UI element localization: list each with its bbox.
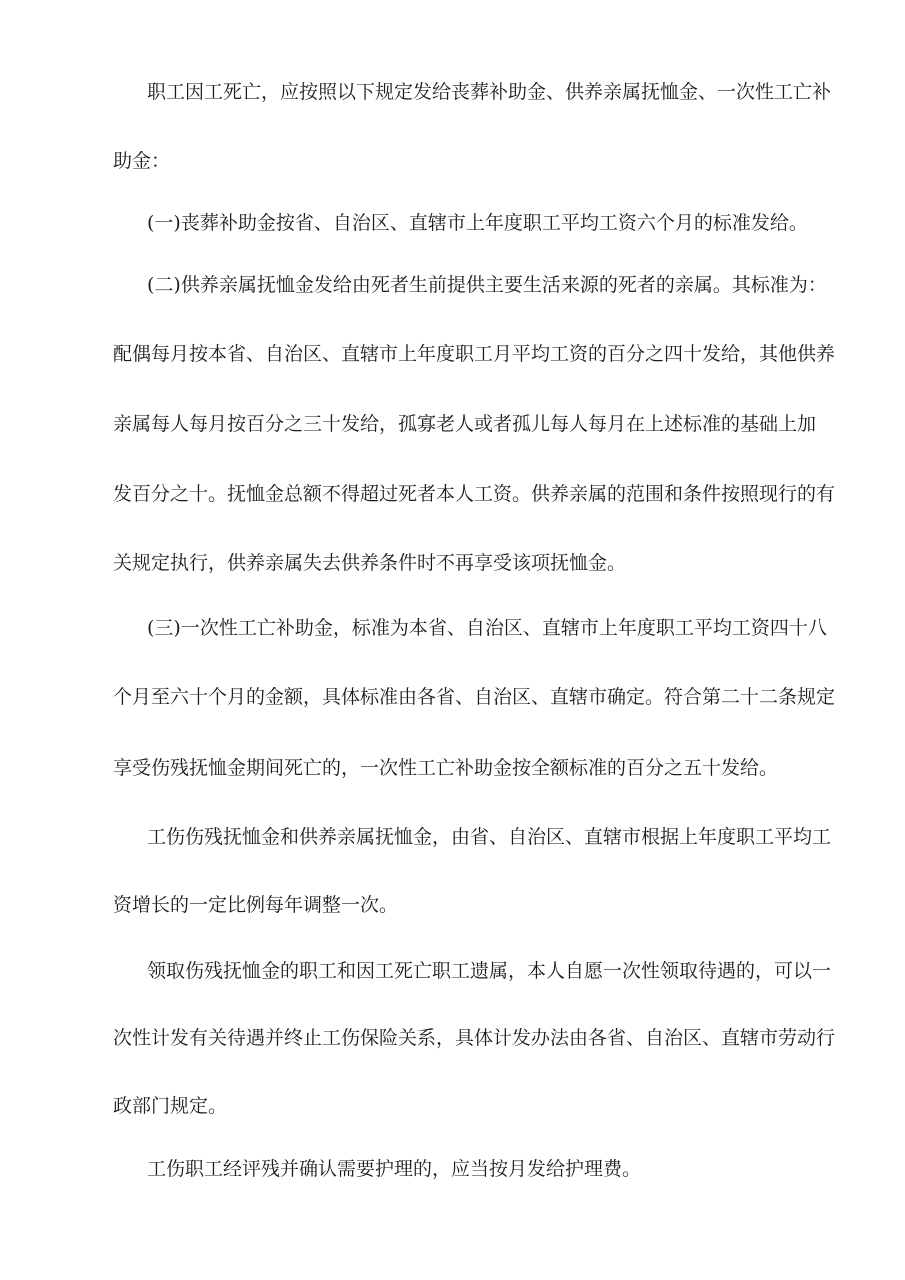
item-3-line-2: 个月至六十个月的金额，具体标准由各省、自治区、直辖市确定。符合第二十二条规定 xyxy=(113,686,836,708)
paragraph-1-line-2: 助金： xyxy=(113,150,171,172)
lump-sum-paragraph-line-1: 领取伤残抚恤金的职工和因工死亡职工遗属，本人自愿一次性领取待遇的，可以一 xyxy=(147,960,832,982)
adjustment-paragraph-line-2: 资增长的一定比例每年调整一次。 xyxy=(113,894,399,916)
item-2-line-2: 配偶每月按本省、自治区、直辖市上年度职工月平均工资的百分之四十发给，其他供养 xyxy=(113,343,836,365)
paragraph-1-line-1: 职工因工死亡，应按照以下规定发给丧葬补助金、供养亲属抚恤金、一次性工亡补 xyxy=(147,81,832,103)
item-3-line-1: (三)一次性工亡补助金，标准为本省、自治区、直辖市上年度职工平均工资四十八 xyxy=(147,617,827,639)
adjustment-paragraph-line-1: 工伤伤残抚恤金和供养亲属抚恤金，由省、自治区、直辖市根据上年度职工平均工 xyxy=(147,826,832,848)
item-1-funeral-subsidy: (一)丧葬补助金按省、自治区、直辖市上年度职工平均工资六个月的标准发给。 xyxy=(147,212,808,234)
lump-sum-paragraph-line-3: 政部门规定。 xyxy=(113,1095,228,1117)
lump-sum-paragraph-line-2: 次性计发有关待遇并终止工伤保险关系，具体计发办法由各省、自治区、直辖市劳动行 xyxy=(113,1027,836,1049)
item-2-line-4: 发百分之十。抚恤金总额不得超过死者本人工资。供养亲属的范围和条件按照现行的有 xyxy=(113,483,836,505)
item-3-line-3: 享受伤残抚恤金期间死亡的，一次性工亡补助金按全额标准的百分之五十发给。 xyxy=(113,757,779,779)
nursing-fee-paragraph: 工伤职工经评残并确认需要护理的，应当按月发给护理费。 xyxy=(147,1158,642,1180)
item-2-line-1: (二)供养亲属抚恤金发给由死者生前提供主要生活来源的死者的亲属。其标准为： xyxy=(147,274,827,296)
item-2-line-3: 亲属每人每月按百分之三十发给，孤寡老人或者孤儿每人每月在上述标准的基础上加 xyxy=(113,413,817,435)
item-2-line-5: 关规定执行，供养亲属失去供养条件时不再享受该项抚恤金。 xyxy=(113,552,627,574)
